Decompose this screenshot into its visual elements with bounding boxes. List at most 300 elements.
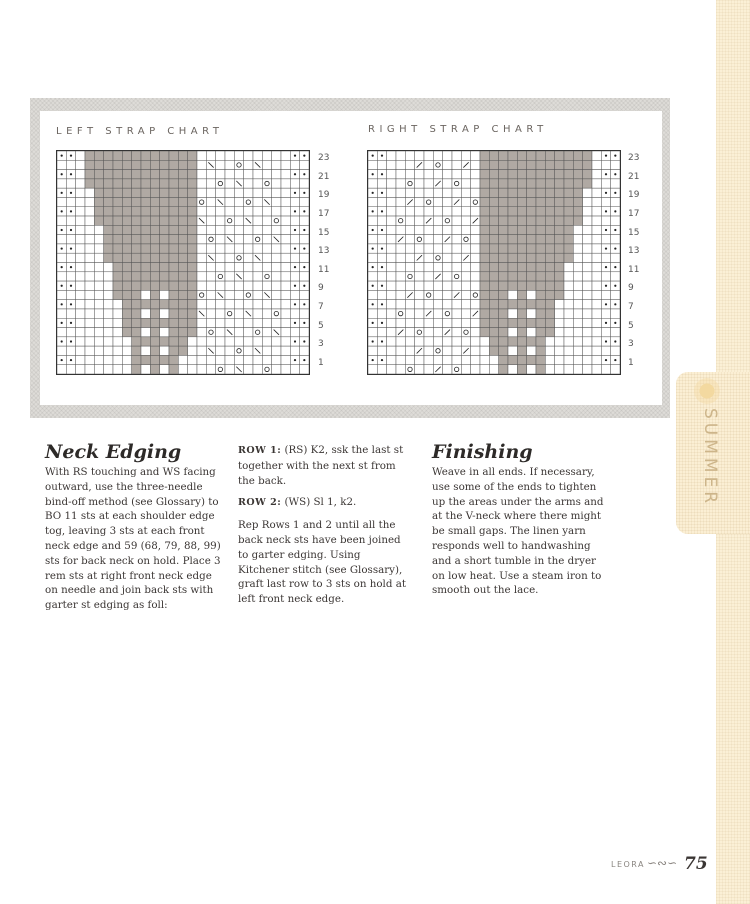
chart-cell xyxy=(216,235,225,244)
chart-cell xyxy=(583,328,592,337)
chart-cell-no-stitch xyxy=(94,207,103,216)
chart-cell xyxy=(281,151,290,160)
chart-cell xyxy=(57,179,66,188)
chart-cell xyxy=(583,337,592,346)
chart-cell-no-stitch xyxy=(141,355,150,364)
purl-dot xyxy=(372,173,374,175)
chart-cell xyxy=(415,337,424,346)
purl-dot xyxy=(372,229,374,231)
chart-cell-no-stitch xyxy=(113,170,122,179)
chart-cell-no-stitch xyxy=(489,337,498,346)
chart-cell-no-stitch xyxy=(517,253,526,262)
chart-cell xyxy=(244,160,253,169)
chart-cell xyxy=(443,179,452,188)
chart-cell xyxy=(262,244,271,253)
chart-cell xyxy=(433,300,442,309)
chart-cell-no-stitch xyxy=(527,197,536,206)
chart-cell xyxy=(94,244,103,253)
chart-cell-no-stitch xyxy=(545,160,554,169)
chart-cell-no-stitch xyxy=(536,253,545,262)
chart-cell xyxy=(415,300,424,309)
chart-cell xyxy=(85,188,94,197)
chart-cell-no-stitch xyxy=(113,272,122,281)
chart-cell xyxy=(300,179,309,188)
chart-cell-no-stitch xyxy=(527,216,536,225)
chart-cell xyxy=(396,309,405,318)
chart-cell xyxy=(272,170,281,179)
chart-cell xyxy=(253,337,262,346)
purl-dot xyxy=(614,192,616,194)
chart-cell xyxy=(206,244,215,253)
chart-cell xyxy=(405,253,414,262)
chart-cell xyxy=(601,216,610,225)
purl-dot xyxy=(303,173,305,175)
chart-cell xyxy=(452,207,461,216)
chart-cell xyxy=(66,160,75,169)
chart-cell xyxy=(405,216,414,225)
chart-cell xyxy=(300,160,309,169)
chart-cell xyxy=(583,253,592,262)
chart-cell-no-stitch xyxy=(508,244,517,253)
chart-cell-no-stitch xyxy=(527,160,536,169)
chart-cell xyxy=(573,225,582,234)
chart-cell xyxy=(225,346,234,355)
chart-cell-no-stitch xyxy=(527,207,536,216)
chart-cell xyxy=(424,235,433,244)
chart-cell-no-stitch xyxy=(169,337,178,346)
chart-cell xyxy=(405,337,414,346)
chart-cell-no-stitch xyxy=(160,151,169,160)
chart-cell xyxy=(443,225,452,234)
chart-cell xyxy=(253,290,262,299)
chart-cell xyxy=(262,318,271,327)
chart-cell xyxy=(262,170,271,179)
chart-cell-no-stitch xyxy=(499,244,508,253)
chart-cell xyxy=(94,263,103,272)
chart-cell-no-stitch xyxy=(160,188,169,197)
chart-cell-no-stitch xyxy=(517,207,526,216)
purl-dot xyxy=(614,359,616,361)
chart-cell xyxy=(197,151,206,160)
chart-cell-no-stitch xyxy=(160,337,169,346)
chart-cell xyxy=(405,151,414,160)
chart-cell-no-stitch xyxy=(499,151,508,160)
chart-cell-no-stitch xyxy=(160,179,169,188)
purl-dot xyxy=(303,340,305,342)
chart-cell xyxy=(415,272,424,281)
chart-cell-no-stitch xyxy=(480,188,489,197)
chart-cell xyxy=(85,263,94,272)
chart-cell-no-stitch xyxy=(555,253,564,262)
chart-cell xyxy=(573,272,582,281)
purl-dot xyxy=(303,285,305,287)
chart-cell-no-stitch xyxy=(169,225,178,234)
chart-row-number: 1 xyxy=(318,357,324,368)
chart-cell xyxy=(452,328,461,337)
chart-cell-no-stitch xyxy=(499,318,508,327)
purl-dot xyxy=(70,192,72,194)
chart-cell xyxy=(471,290,480,299)
chart-cell xyxy=(564,346,573,355)
chart-cell xyxy=(272,225,281,234)
chart-cell xyxy=(66,197,75,206)
chart-cell xyxy=(368,365,377,374)
chart-cell xyxy=(94,365,103,374)
chart-cell-no-stitch xyxy=(499,346,508,355)
chart-cell xyxy=(387,151,396,160)
chart-cell xyxy=(216,309,225,318)
chart-cell-no-stitch xyxy=(564,216,573,225)
chart-cell-no-stitch xyxy=(480,253,489,262)
chart-cell xyxy=(573,300,582,309)
chart-cell-no-stitch xyxy=(122,225,131,234)
chart-cell-no-stitch xyxy=(573,170,582,179)
chart-cell xyxy=(583,290,592,299)
chart-cell-no-stitch xyxy=(113,188,122,197)
chart-row-number: 3 xyxy=(628,339,634,350)
chart-cell xyxy=(262,160,271,169)
chart-cell-no-stitch xyxy=(132,197,141,206)
chart-cell-no-stitch xyxy=(489,197,498,206)
chart-cell xyxy=(225,272,234,281)
chart-cell xyxy=(471,346,480,355)
chart-cell-no-stitch xyxy=(527,179,536,188)
chart-cell-no-stitch xyxy=(536,244,545,253)
chart-cell-no-stitch xyxy=(517,179,526,188)
chart-cell xyxy=(452,281,461,290)
chart-cell xyxy=(415,207,424,216)
chart-cell-no-stitch xyxy=(188,170,197,179)
chart-cell xyxy=(281,170,290,179)
chart-cell-no-stitch xyxy=(480,151,489,160)
chart-cell xyxy=(160,309,169,318)
chart-cell xyxy=(85,253,94,262)
chart-cell-no-stitch xyxy=(150,272,159,281)
chart-cell xyxy=(452,225,461,234)
chart-cell xyxy=(443,355,452,364)
chart-cell xyxy=(104,309,113,318)
chart-cell xyxy=(225,281,234,290)
chart-cell xyxy=(387,235,396,244)
chart-cell xyxy=(216,170,225,179)
chart-cell xyxy=(262,337,271,346)
purl-dot xyxy=(303,322,305,324)
chart-cell xyxy=(281,263,290,272)
chart-cell xyxy=(424,151,433,160)
chart-cell xyxy=(281,179,290,188)
chart-cell xyxy=(527,290,536,299)
chart-cell xyxy=(76,225,85,234)
chart-cell-no-stitch xyxy=(160,207,169,216)
chart-cell xyxy=(262,188,271,197)
chart-cell xyxy=(611,365,620,374)
chart-cell xyxy=(396,300,405,309)
chart-cell xyxy=(387,188,396,197)
chart-cell xyxy=(234,197,243,206)
chart-cell xyxy=(76,244,85,253)
chart-cell xyxy=(225,365,234,374)
chart-cell-no-stitch xyxy=(160,318,169,327)
chart-cell-no-stitch xyxy=(169,244,178,253)
purl-dot xyxy=(381,266,383,268)
chart-cell xyxy=(281,253,290,262)
chart-cell xyxy=(281,328,290,337)
purl-dot xyxy=(605,322,607,324)
chart-cell-no-stitch xyxy=(85,151,94,160)
chart-cell-no-stitch xyxy=(188,216,197,225)
chart-cell xyxy=(234,300,243,309)
chart-cell xyxy=(452,318,461,327)
chart-cell xyxy=(452,253,461,262)
purl-dot xyxy=(605,340,607,342)
chart-cell xyxy=(216,272,225,281)
chart-cell-no-stitch xyxy=(113,263,122,272)
chart-cell xyxy=(76,151,85,160)
chart-cell xyxy=(76,328,85,337)
chart-cell xyxy=(396,272,405,281)
chart-cell-no-stitch xyxy=(545,207,554,216)
chart-cell-no-stitch xyxy=(169,179,178,188)
chart-cell xyxy=(197,365,206,374)
chart-cell-no-stitch xyxy=(141,207,150,216)
chart-cell-no-stitch xyxy=(573,207,582,216)
chart-cell xyxy=(527,346,536,355)
chart-cell xyxy=(452,263,461,272)
chart-cell xyxy=(443,281,452,290)
chart-cell xyxy=(216,207,225,216)
chart-cell-no-stitch xyxy=(489,151,498,160)
chart-cell xyxy=(601,160,610,169)
chart-cell-no-stitch xyxy=(113,216,122,225)
chart-cell-no-stitch xyxy=(160,300,169,309)
purl-dot xyxy=(294,359,296,361)
chart-cell xyxy=(272,160,281,169)
purl-dot xyxy=(61,173,63,175)
chart-cell-no-stitch xyxy=(480,263,489,272)
purl-dot xyxy=(372,192,374,194)
chart-cell xyxy=(206,337,215,346)
chart-cell xyxy=(188,346,197,355)
chart-cell-no-stitch xyxy=(150,355,159,364)
chart-cell xyxy=(76,346,85,355)
chart-cell-no-stitch xyxy=(141,225,150,234)
chart-cell xyxy=(573,235,582,244)
chart-cell-no-stitch xyxy=(169,300,178,309)
chart-cell xyxy=(592,225,601,234)
chart-cell xyxy=(253,281,262,290)
chart-cell xyxy=(300,216,309,225)
row-2-instruction xyxy=(238,495,410,511)
chart-cell-no-stitch xyxy=(132,309,141,318)
chart-cell xyxy=(113,346,122,355)
chart-cell xyxy=(443,151,452,160)
chart-cell-no-stitch xyxy=(527,188,536,197)
chart-cell-no-stitch xyxy=(508,197,517,206)
chart-cell xyxy=(555,328,564,337)
chart-cell-no-stitch xyxy=(517,328,526,337)
chart-cell xyxy=(527,328,536,337)
purl-dot xyxy=(70,322,72,324)
chart-cell xyxy=(281,337,290,346)
chart-cell-no-stitch xyxy=(499,337,508,346)
chart-cell xyxy=(471,253,480,262)
chart-cell xyxy=(592,160,601,169)
chart-cell xyxy=(592,216,601,225)
chart-cell xyxy=(387,216,396,225)
chart-cell xyxy=(234,170,243,179)
chart-cell xyxy=(592,337,601,346)
chart-cell xyxy=(206,170,215,179)
chart-cell-no-stitch xyxy=(536,272,545,281)
chart-cell xyxy=(433,216,442,225)
chart-cell xyxy=(396,170,405,179)
right-strap-chart xyxy=(367,150,621,375)
chart-cell xyxy=(396,355,405,364)
chart-cell-no-stitch xyxy=(141,272,150,281)
chart-cell-no-stitch xyxy=(132,281,141,290)
chart-cell-no-stitch xyxy=(583,151,592,160)
purl-dot xyxy=(614,266,616,268)
purl-dot xyxy=(372,303,374,305)
chart-cell xyxy=(272,272,281,281)
chart-cell xyxy=(57,216,66,225)
chart-cell-no-stitch xyxy=(480,235,489,244)
chart-cell xyxy=(452,337,461,346)
chart-cell-no-stitch xyxy=(150,253,159,262)
chart-cell xyxy=(461,244,470,253)
chart-cell-no-stitch xyxy=(160,235,169,244)
chart-cell xyxy=(244,253,253,262)
purl-dot xyxy=(61,303,63,305)
chart-cell xyxy=(405,170,414,179)
purl-dot xyxy=(381,285,383,287)
chart-cell xyxy=(206,328,215,337)
chart-cell-no-stitch xyxy=(160,244,169,253)
chart-cell xyxy=(197,328,206,337)
chart-cell-no-stitch xyxy=(113,244,122,253)
chart-cell-no-stitch xyxy=(564,207,573,216)
chart-cell-no-stitch xyxy=(113,160,122,169)
purl-dot xyxy=(372,155,374,157)
chart-cell xyxy=(206,300,215,309)
chart-cell xyxy=(206,188,215,197)
chart-cell-no-stitch xyxy=(85,160,94,169)
chart-cell xyxy=(225,244,234,253)
chart-cell-no-stitch xyxy=(527,272,536,281)
chart-cell xyxy=(94,272,103,281)
chart-cell xyxy=(573,337,582,346)
chart-cell xyxy=(281,235,290,244)
chart-cell-no-stitch xyxy=(480,207,489,216)
chart-cell xyxy=(216,225,225,234)
chart-cell xyxy=(197,290,206,299)
chart-cell-no-stitch xyxy=(508,151,517,160)
chart-cell xyxy=(433,290,442,299)
purl-dot xyxy=(381,173,383,175)
chart-cell-no-stitch xyxy=(150,151,159,160)
chart-cell xyxy=(122,355,131,364)
chart-cell xyxy=(94,290,103,299)
chart-cell xyxy=(377,365,386,374)
chart-cell-no-stitch xyxy=(555,207,564,216)
chart-cell-no-stitch xyxy=(508,318,517,327)
chart-cell xyxy=(583,365,592,374)
chart-cell-no-stitch xyxy=(508,160,517,169)
chart-cell-no-stitch xyxy=(85,179,94,188)
chart-cell xyxy=(443,272,452,281)
chart-cell xyxy=(197,300,206,309)
chart-cell xyxy=(281,365,290,374)
chart-cell-no-stitch xyxy=(122,188,131,197)
chart-cell xyxy=(272,151,281,160)
chart-cell-no-stitch xyxy=(508,272,517,281)
chart-cell xyxy=(461,179,470,188)
chart-cell xyxy=(461,355,470,364)
chart-cell xyxy=(461,225,470,234)
chart-cell-no-stitch xyxy=(499,216,508,225)
chart-cell xyxy=(592,170,601,179)
chart-cell xyxy=(225,197,234,206)
purl-dot xyxy=(294,266,296,268)
chart-cell xyxy=(387,253,396,262)
chart-cell xyxy=(244,244,253,253)
purl-dot xyxy=(61,359,63,361)
chart-cell xyxy=(244,337,253,346)
chart-cell xyxy=(601,272,610,281)
chart-cell xyxy=(405,281,414,290)
chart-cell xyxy=(415,216,424,225)
chart-cell xyxy=(290,179,299,188)
chart-cell-no-stitch xyxy=(499,355,508,364)
chart-cell xyxy=(405,263,414,272)
chart-cell-no-stitch xyxy=(517,170,526,179)
chart-cell xyxy=(197,272,206,281)
chart-cell xyxy=(564,263,573,272)
left-chart-title: LEFT STRAP CHART xyxy=(56,126,224,137)
chart-cell-no-stitch xyxy=(113,235,122,244)
chart-cell-no-stitch xyxy=(132,253,141,262)
chart-cell-no-stitch xyxy=(132,328,141,337)
chart-cell xyxy=(253,300,262,309)
chart-cell xyxy=(244,318,253,327)
chart-cell xyxy=(564,328,573,337)
chart-cell xyxy=(611,346,620,355)
chart-cell xyxy=(85,244,94,253)
chart-cell xyxy=(253,207,262,216)
chart-cell xyxy=(405,179,414,188)
chart-cell xyxy=(253,235,262,244)
chart-cell xyxy=(415,355,424,364)
row-1-instruction xyxy=(238,443,410,488)
chart-cell xyxy=(564,300,573,309)
chart-cell-no-stitch xyxy=(508,300,517,309)
purl-dot xyxy=(372,210,374,212)
chart-cell xyxy=(387,365,396,374)
chart-row-number: 5 xyxy=(318,320,324,331)
chart-cell-no-stitch xyxy=(545,216,554,225)
chart-cell-no-stitch xyxy=(141,151,150,160)
chart-cell xyxy=(216,263,225,272)
chart-cell xyxy=(415,244,424,253)
chart-cell xyxy=(583,318,592,327)
chart-cell-no-stitch xyxy=(122,318,131,327)
chart-cell xyxy=(281,346,290,355)
chart-cell-no-stitch xyxy=(169,188,178,197)
chart-cell xyxy=(564,355,573,364)
chart-cell xyxy=(592,197,601,206)
chart-cell xyxy=(368,290,377,299)
chart-cell-no-stitch xyxy=(508,337,517,346)
